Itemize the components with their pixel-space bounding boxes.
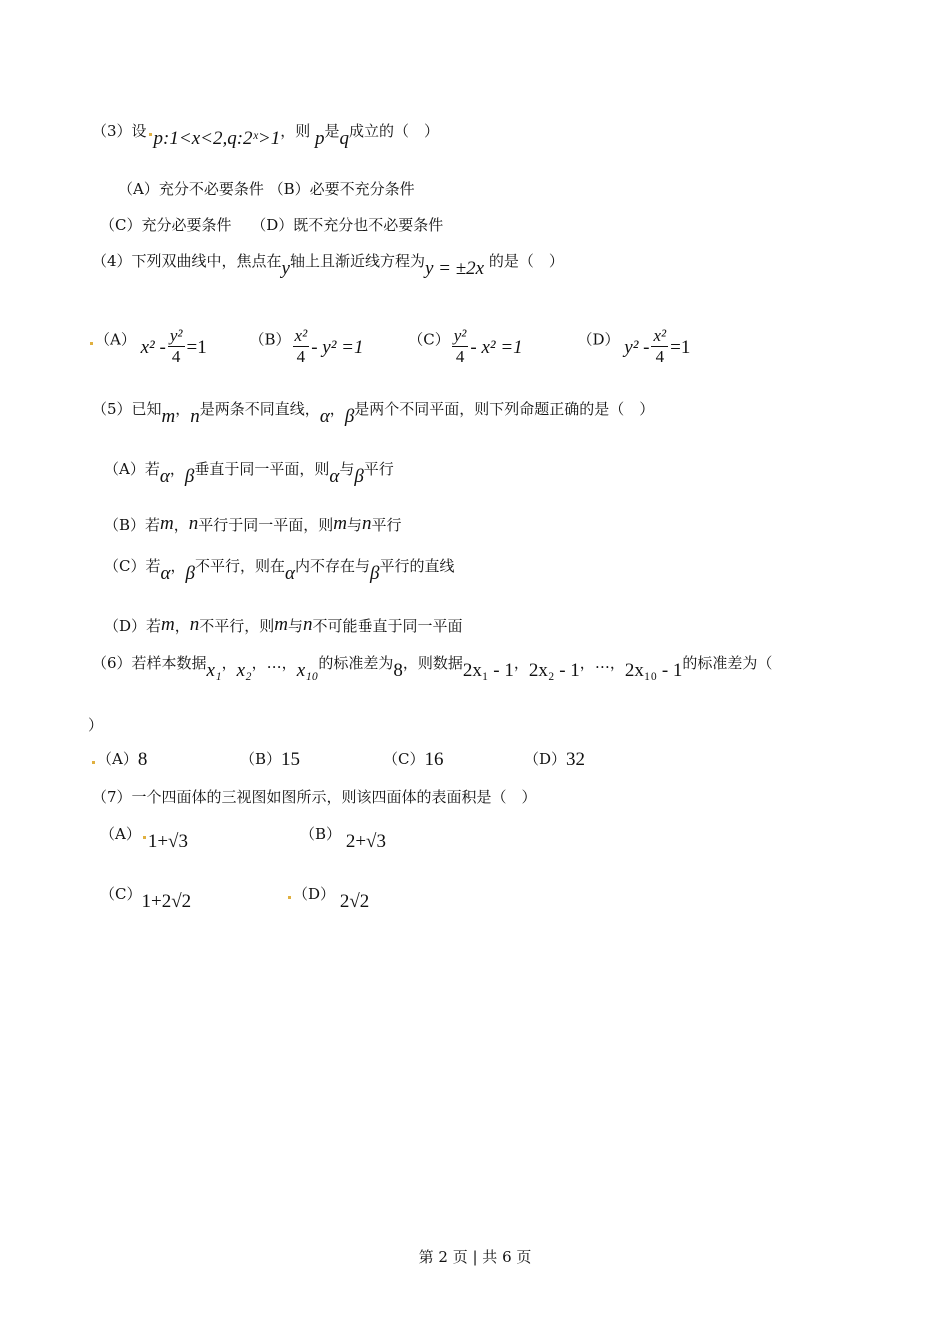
option-value: 15 — [281, 749, 301, 770]
math: n — [190, 406, 200, 427]
fraction — [452, 326, 469, 367]
text: … — [266, 654, 282, 672]
math: α — [159, 466, 170, 487]
text: （D）若 — [104, 617, 162, 635]
option-value: 2√2 — [339, 891, 370, 912]
option-label: （C） — [100, 885, 142, 903]
question-6-close-paren: ） — [88, 716, 104, 734]
math: y² - — [624, 336, 650, 358]
option-b: （B）必要不充分条件 — [268, 180, 415, 198]
text: 的标准差为 — [318, 654, 394, 672]
option-label: （B） — [300, 825, 342, 843]
math: α — [319, 406, 330, 427]
question-7-stem: （7）一个四面体的三视图如图所示，则该四面体的表面积是（ ） — [92, 788, 537, 806]
math: - y² =1 — [311, 336, 364, 358]
question-4-options — [88, 320, 691, 366]
text: ， — [175, 400, 191, 418]
math: y = ±2x — [425, 258, 485, 279]
math: n — [362, 513, 372, 534]
text: ，则数据 — [402, 654, 463, 672]
math: x₂ — [236, 660, 252, 681]
math: 2x₁₀ - 1 — [624, 660, 683, 681]
option-value: 1+2√2 — [141, 891, 192, 912]
text: （B）若 — [104, 516, 161, 534]
option-label: （A） — [97, 750, 138, 768]
question-7-option-a — [100, 823, 188, 852]
question-3-options-ab — [118, 178, 415, 199]
math: m — [333, 513, 348, 534]
option-c: （C）充分必要条件 — [100, 216, 232, 234]
fraction — [168, 326, 185, 367]
text: 平行的直线 — [379, 557, 455, 575]
marker-dot — [149, 133, 152, 136]
math: x₁₀ — [296, 660, 319, 681]
option-a-label: （A） — [95, 330, 136, 349]
text: 垂直于同一平面，则 — [194, 460, 330, 478]
text: （5）已知 — [92, 400, 162, 418]
denominator: 4 — [171, 347, 181, 366]
text: （C）若 — [104, 557, 161, 575]
question-7-option-b — [300, 823, 386, 852]
marker-dot — [143, 836, 146, 839]
question-6-option-c — [383, 748, 443, 770]
option-label: （D） — [293, 885, 336, 903]
text: （3）设 — [92, 122, 147, 140]
math: =1 — [670, 336, 691, 358]
marker-dot — [92, 761, 95, 764]
math: 8 — [393, 660, 403, 681]
option-b-label: （B） — [249, 330, 291, 349]
text: 平行于同一平面，则 — [198, 516, 334, 534]
fraction — [651, 326, 668, 367]
text: 是 — [324, 122, 340, 140]
text: ，则 — [280, 122, 311, 140]
option-value: 2+√3 — [345, 831, 386, 852]
text: 不可能垂直于同一平面 — [312, 617, 463, 635]
text: 与 — [347, 516, 363, 534]
option-value: 8 — [137, 749, 148, 770]
math: α — [329, 466, 340, 487]
math: 2x₁ - 1 — [462, 660, 514, 681]
math: m — [160, 513, 174, 534]
option-a: （A）充分不必要条件 — [118, 180, 264, 198]
math: x₁ — [206, 660, 222, 681]
denominator: 4 — [455, 347, 465, 366]
text: ， — [173, 516, 189, 534]
denominator: 4 — [296, 347, 306, 366]
numerator: y² — [169, 326, 183, 345]
question-6-options — [90, 748, 147, 770]
page-footer: 第 2 页 | 共 6 页 — [418, 1248, 532, 1266]
question-5-option-b — [104, 514, 402, 536]
marker-dot — [90, 342, 93, 345]
option-label: （B） — [240, 750, 282, 768]
option-d-label: （D） — [577, 330, 620, 349]
option-d: （D）既不充分也不必要条件 — [251, 216, 444, 234]
text: 与 — [288, 617, 304, 635]
math: n — [188, 513, 199, 534]
text: 轴上且渐近线方程为 — [289, 252, 425, 270]
math: - x² =1 — [470, 336, 523, 358]
question-5-option-a — [104, 458, 394, 487]
math: p:1<x<2,q:2ˣ>1 — [153, 128, 281, 149]
question-5-option-d — [104, 615, 463, 637]
math: =1 — [186, 336, 207, 358]
text: 的是（ ） — [488, 252, 564, 270]
math: β — [185, 563, 195, 584]
math: α — [160, 563, 171, 584]
math: m — [274, 614, 289, 635]
marker-dot — [288, 896, 291, 899]
math: β — [184, 466, 195, 487]
question-5-stem — [92, 398, 655, 427]
text: 平行 — [363, 460, 394, 478]
question-6-option-b — [240, 748, 300, 770]
math: n — [303, 614, 313, 635]
math: m — [161, 614, 175, 635]
text: ， — [174, 617, 190, 635]
question-3-stem — [92, 120, 440, 149]
text: 是两个不同平面，则下列命题正确的是（ ） — [354, 400, 655, 418]
text: ， — [329, 400, 345, 418]
numerator: x² — [294, 326, 308, 345]
fraction — [293, 326, 310, 367]
denominator: 4 — [655, 347, 665, 366]
text: 不平行，则在 — [194, 557, 285, 575]
text: 不平行，则 — [199, 617, 275, 635]
numerator: y² — [453, 326, 467, 345]
math: α — [284, 563, 295, 584]
option-c-label: （C） — [408, 330, 450, 349]
option-label: （D） — [524, 750, 567, 768]
text: （6）若样本数据 — [92, 654, 207, 672]
numerator: x² — [653, 326, 667, 345]
text: 平行 — [371, 516, 402, 534]
math: q — [339, 128, 350, 149]
option-label: （C） — [383, 750, 425, 768]
question-6-option-d — [524, 748, 585, 770]
question-4-stem — [92, 250, 564, 279]
text: 是两条不同直线， — [199, 400, 320, 418]
text: （4）下列双曲线中，焦点在 — [92, 252, 282, 270]
math: y — [281, 258, 290, 279]
text: 的标准差为（ — [682, 654, 773, 672]
math: m — [161, 406, 176, 427]
text: 与 — [339, 460, 355, 478]
text: ， — [170, 557, 186, 575]
text: （A）若 — [104, 460, 160, 478]
math: p — [315, 128, 325, 149]
math: 2x₂ - 1 — [528, 660, 580, 681]
option-value: 1+√3 — [147, 831, 188, 852]
question-7-option-d — [286, 883, 370, 912]
question-5-option-c — [104, 555, 455, 584]
math: n — [189, 614, 200, 635]
text: 成立的（ ） — [349, 122, 440, 140]
option-label: （A） — [100, 825, 141, 843]
math: β — [369, 563, 380, 584]
math: x² - — [140, 336, 166, 358]
math: β — [354, 466, 364, 487]
text: ， — [169, 460, 185, 478]
question-6-stem: （6）若样本数据x₁，x₂，…，x₁₀的标准差为8，则数据2x₁ - 1，2x₂ - 1，…，2x₁₀ - 1的标准差为（ — [92, 654, 773, 681]
question-3-options-cd — [100, 214, 443, 235]
math: β — [344, 406, 355, 427]
text: 内不存在与 — [294, 557, 370, 575]
text: … — [594, 654, 610, 672]
option-value: 16 — [424, 749, 444, 770]
question-7-option-c — [100, 883, 192, 912]
option-value: 32 — [566, 749, 586, 770]
